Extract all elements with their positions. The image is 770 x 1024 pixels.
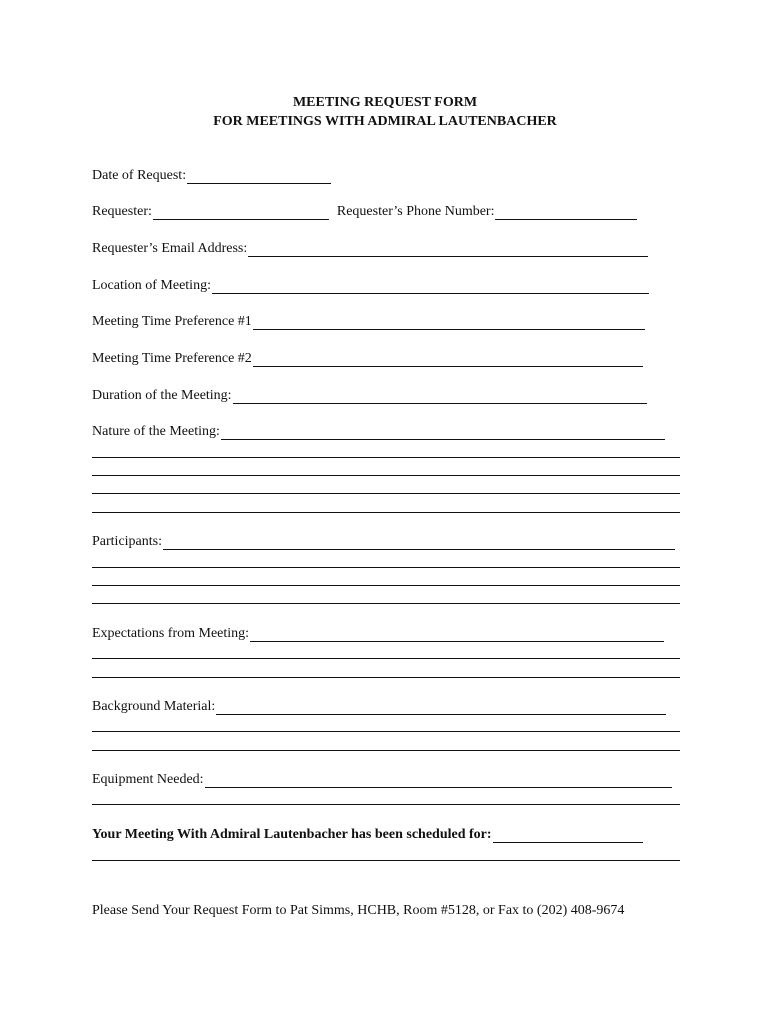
participants-field[interactable] <box>163 536 675 550</box>
equipment-label: Equipment Needed: <box>92 772 204 787</box>
scheduled-for-field[interactable] <box>493 829 643 843</box>
duration-field[interactable] <box>233 390 647 404</box>
expectations-extra-line[interactable] <box>92 677 680 678</box>
equipment-row <box>92 772 672 788</box>
participants-extra-line[interactable] <box>92 585 680 586</box>
expectations-field[interactable] <box>250 628 664 642</box>
participants-label: Participants: <box>92 534 162 549</box>
location-row <box>92 278 649 294</box>
form-title-line-2: FOR MEETINGS WITH ADMIRAL LAUTENBACHER <box>213 114 557 129</box>
background-label: Background Material: <box>92 699 216 714</box>
time-pref-2-label: Meeting Time Preference #2 <box>92 351 252 366</box>
requester-email-field[interactable] <box>248 243 648 257</box>
nature-extra-line[interactable] <box>92 493 680 494</box>
location-field[interactable] <box>212 280 649 294</box>
time-pref-2-field[interactable] <box>253 353 643 367</box>
equipment-extra-line[interactable] <box>92 804 680 805</box>
expectations-label: Expectations from Meeting: <box>92 626 250 641</box>
requester-phone-field[interactable] <box>495 206 637 220</box>
nature-extra-line[interactable] <box>92 512 680 513</box>
duration-label: Duration of the Meeting: <box>92 388 232 403</box>
requester-field[interactable] <box>153 206 329 220</box>
location-label: Location of Meeting: <box>92 278 211 293</box>
scheduled-for-row <box>92 827 643 843</box>
nature-row <box>92 424 665 440</box>
participants-row <box>92 534 675 550</box>
expectations-row <box>92 626 664 642</box>
form-title-line-1: MEETING REQUEST FORM <box>292 95 478 110</box>
background-row <box>92 699 666 715</box>
scheduled-for-label: Your Meeting With Admiral Lautenbacher has been scheduled for: <box>92 827 492 842</box>
requester-row <box>92 204 637 220</box>
background-extra-line[interactable] <box>92 750 680 751</box>
participants-extra-line[interactable] <box>92 603 680 604</box>
scheduled-for-extra-line[interactable] <box>92 860 680 861</box>
nature-label: Nature of the Meeting: <box>92 424 220 439</box>
date-of-request-field[interactable] <box>187 170 331 184</box>
time-pref-1-field[interactable] <box>253 316 645 330</box>
nature-field[interactable] <box>221 426 665 440</box>
participants-extra-line[interactable] <box>92 567 680 568</box>
duration-row <box>92 388 647 404</box>
requester-label: Requester: <box>92 204 152 219</box>
time-pref-2-row <box>92 351 643 367</box>
submission-instructions: Please Send Your Request Form to Pat Simms, HCHB, Room #5128, or Fax to (202) 408-9674 <box>92 903 625 918</box>
nature-extra-line[interactable] <box>92 475 680 476</box>
nature-extra-line[interactable] <box>92 457 680 458</box>
equipment-field[interactable] <box>205 774 672 788</box>
requester-phone-label: Requester’s Phone Number: <box>336 204 495 219</box>
date-of-request-row <box>92 168 331 184</box>
background-field[interactable] <box>216 701 666 715</box>
requester-email-label: Requester’s Email Address: <box>92 241 248 256</box>
date-of-request-label: Date of Request: <box>92 168 187 183</box>
requester-email-row <box>92 241 648 257</box>
time-pref-1-label: Meeting Time Preference #1 <box>92 314 252 329</box>
time-pref-1-row <box>92 314 645 330</box>
expectations-extra-line[interactable] <box>92 658 680 659</box>
background-extra-line[interactable] <box>92 731 680 732</box>
